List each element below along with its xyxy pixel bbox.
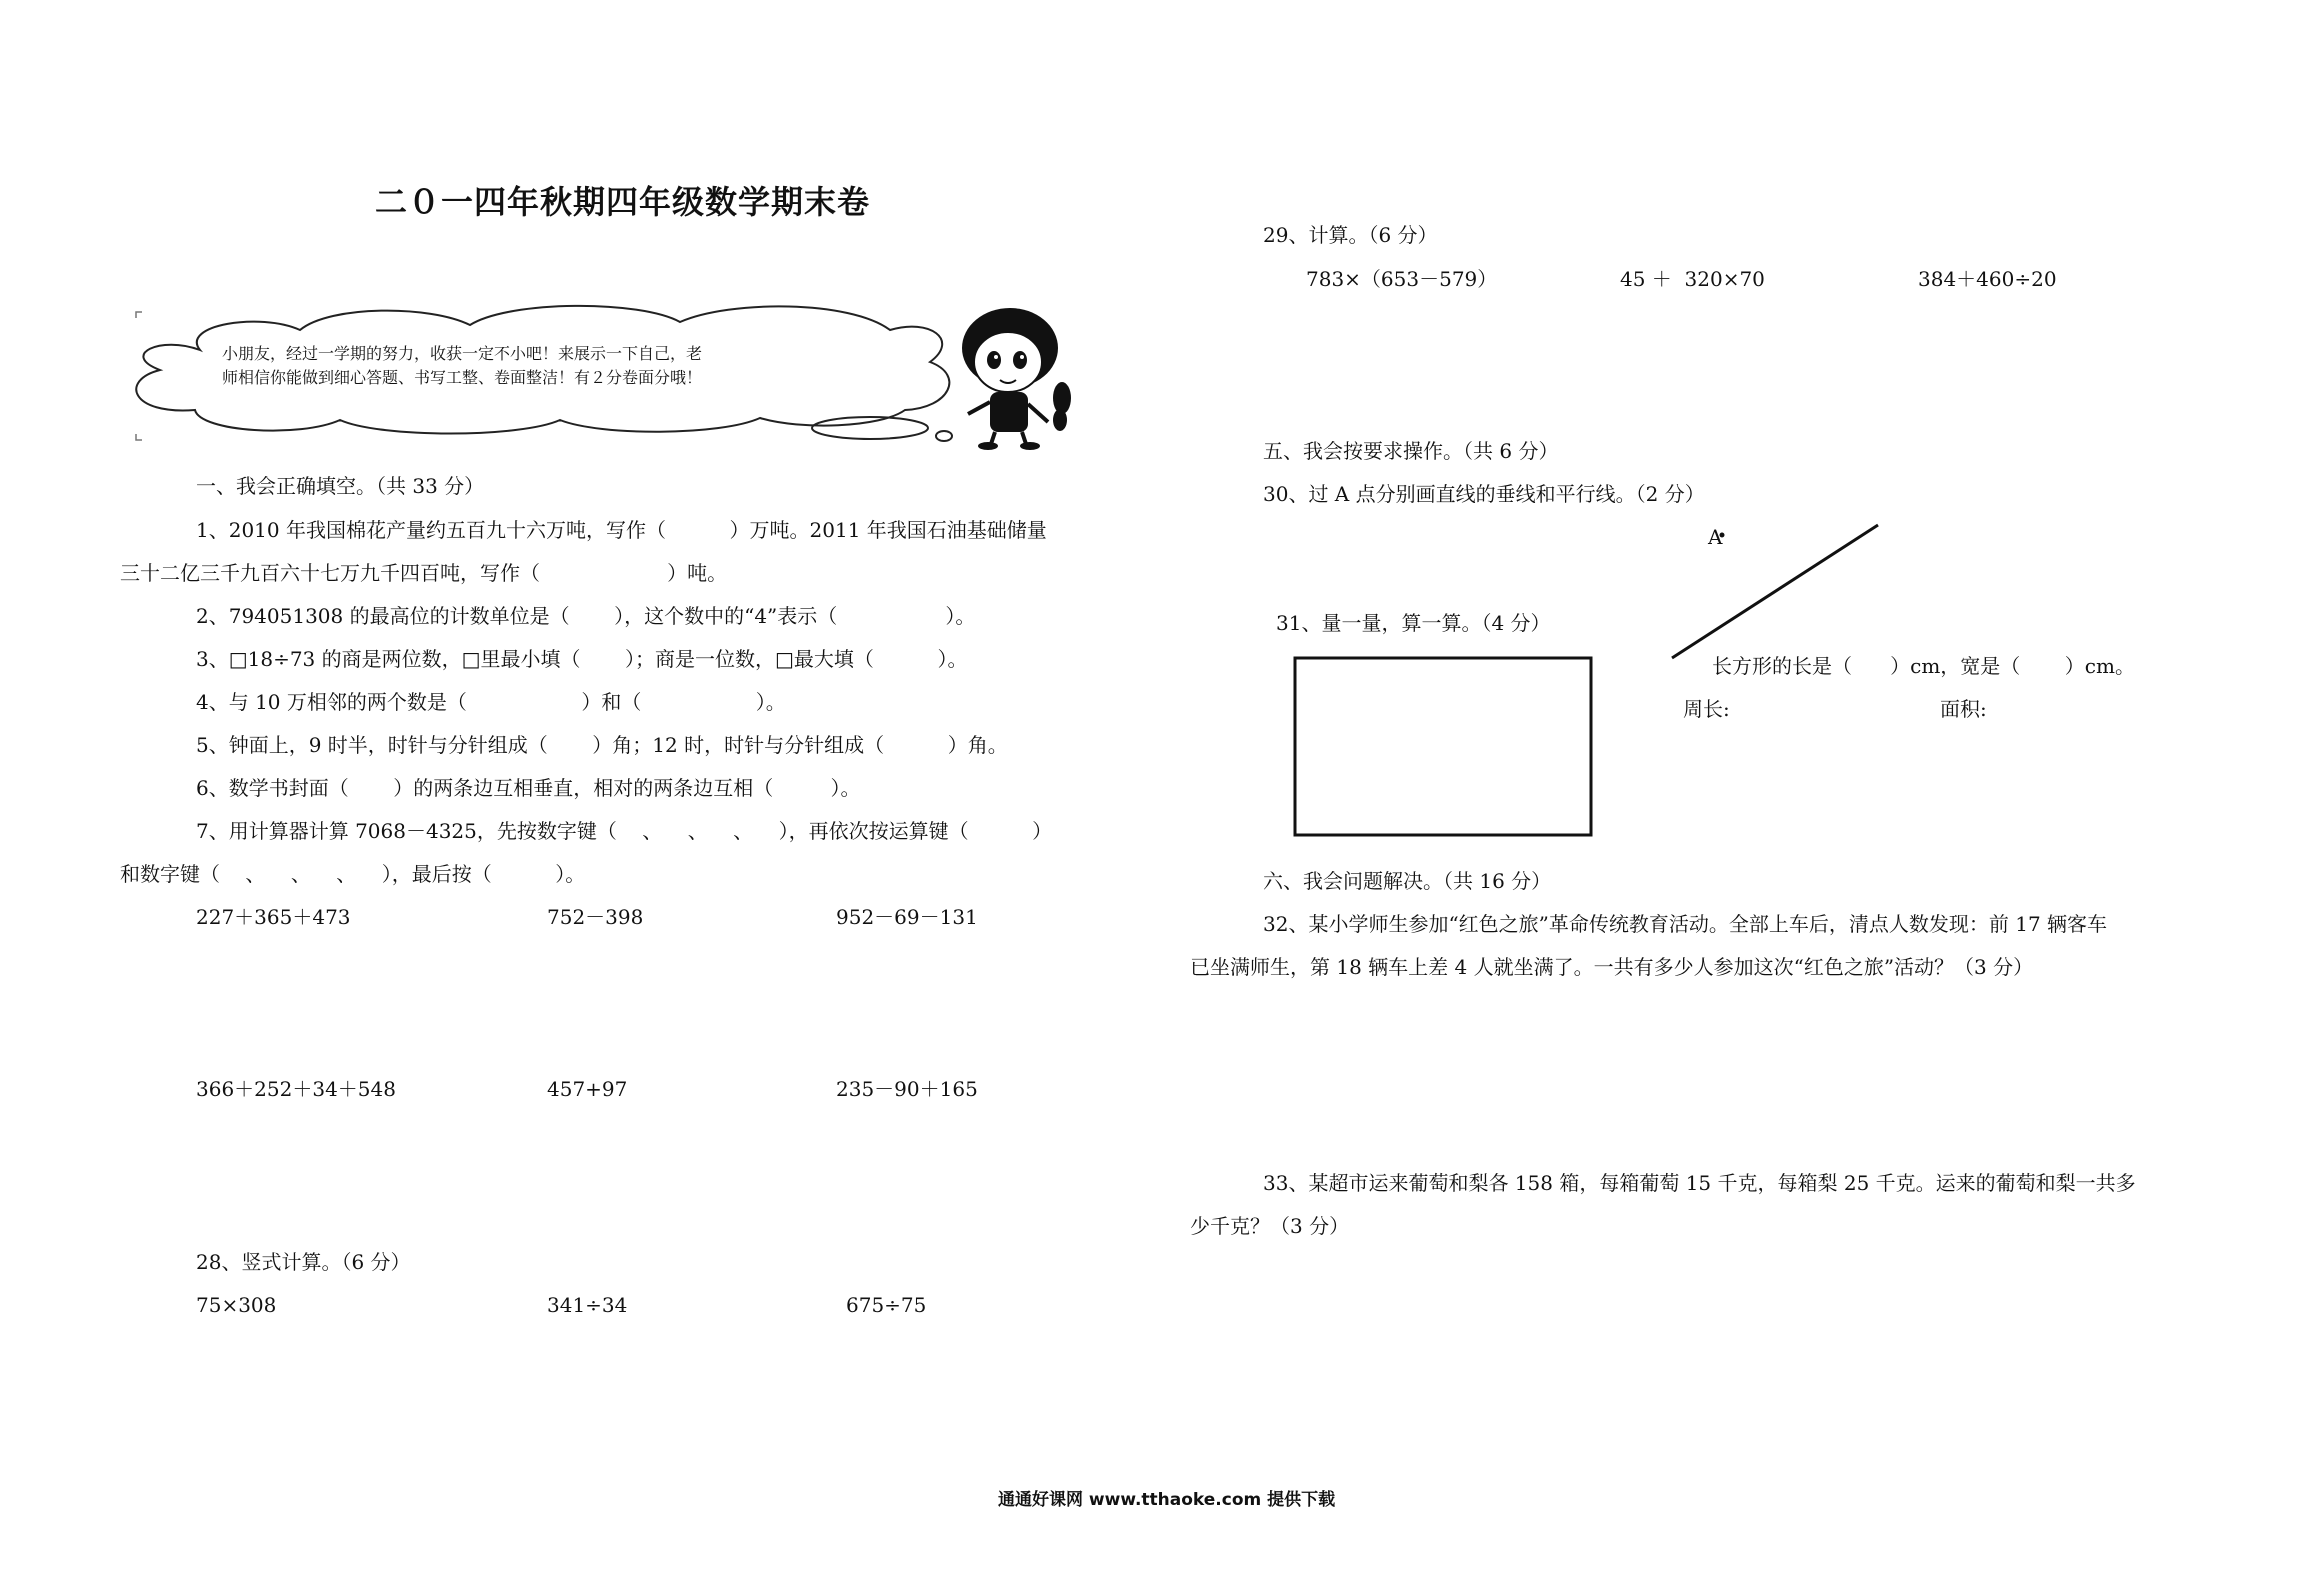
calc-item: 952－69－131: [836, 905, 978, 929]
cloud-tail-dot: [936, 431, 952, 441]
given-line: [1672, 525, 1878, 658]
question-33-line1: 33、某超市运来葡萄和梨各 158 箱，每箱葡萄 15 千克，每箱梨 25 千克。运来的葡萄和梨一共多: [1263, 1171, 2136, 1195]
question-3: 3、□18÷73 的商是两位数，□里最小填（ ）；商是一位数，□最大填（ ）。: [196, 647, 968, 671]
calc-item: 45 ＋ 320×70: [1620, 267, 1765, 291]
calc-item: 384＋460÷20: [1918, 267, 2057, 291]
cloud-tail-bubble: [812, 417, 928, 439]
vertical-calc-item: 341÷34: [547, 1293, 628, 1317]
question-7-line2: 和数字键（ 、 、 、 ），最后按（ ）。: [120, 862, 586, 886]
question-1-line1: 1、2010 年我国棉花产量约五百九十六万吨，写作（ ）万吨。2011 年我国石油基础储量: [196, 518, 1047, 542]
question-6: 6、数学书封面（ ）的两条边互相垂直，相对的两条边互相（ ）。: [196, 776, 861, 800]
calc-item: 783×（653－579）: [1306, 267, 1498, 291]
measure-rectangle: [1295, 658, 1591, 835]
question-31-perimeter: 周长:: [1683, 697, 1730, 721]
vertical-calc-item: 675÷75: [846, 1293, 927, 1317]
question-30: 30、过 A 点分别画直线的垂线和平行线。（2 分）: [1263, 482, 1705, 506]
question-32-line2: 已坐满师生，第 18 辆车上差 4 人就坐满了。一共有多少人参加这次“红色之旅”活动？（3 分）: [1190, 955, 2034, 979]
question-31-heading: 31、量一量，算一算。（4 分）: [1276, 611, 1551, 635]
question-2: 2、794051308 的最高位的计数单位是（ ），这个数中的“4”表示（ ）。: [196, 604, 976, 628]
cloud-text-line1: 小朋友，经过一学期的努力，收获一定不小吧！来展示一下自己，老: [222, 344, 703, 363]
question-7-line1: 7、用计算器计算 7068－4325，先按数字键（ 、 、 、 ），再依次按运算键（ ）: [196, 819, 1053, 843]
calc-item: 752－398: [547, 905, 644, 929]
section-5-heading: 五、我会按要求操作。（共 6 分）: [1263, 439, 1559, 463]
corner-mark-icon: [136, 312, 142, 318]
question-33-line2: 少千克？（3 分）: [1190, 1214, 1350, 1238]
question-29-heading: 29、计算。（6 分）: [1263, 223, 1438, 247]
section-1-heading: 一、我会正确填空。（共 33 分）: [196, 474, 485, 498]
page-title: 二０一四年秋期四年级数学期末卷: [375, 183, 871, 221]
point-a-label: A: [1708, 525, 1723, 549]
section-6-heading: 六、我会问题解决。（共 16 分）: [1263, 869, 1552, 893]
question-4: 4、与 10 万相邻的两个数是（ ）和（ ）。: [196, 690, 786, 714]
calc-item: 235－90＋165: [836, 1077, 978, 1101]
corner-mark-icon: [136, 434, 142, 440]
question-31-length-width: 长方形的长是（ ）cm，宽是（ ）cm。: [1712, 654, 2135, 678]
question-5: 5、钟面上，9 时半，时针与分针组成（ ）角；12 时，时针与分针组成（ ）角。: [196, 733, 1008, 757]
calc-item: 457+97: [547, 1077, 628, 1101]
question-32-line1: 32、某小学师生参加“红色之旅”革命传统教育活动。全部上车后，清点人数发现：前 17 辆客车: [1263, 912, 2108, 936]
calc-item: 227＋365＋473: [196, 905, 351, 929]
question-1-line2: 三十二亿三千九百六十七万九千四百吨，写作（ ）吨。: [120, 561, 728, 585]
footer-credit: 通通好课网 www.tthaoke.com 提供下载: [998, 1490, 1336, 1510]
question-28-heading: 28、竖式计算。（6 分）: [196, 1250, 411, 1274]
cloud-text-line2: 师相信你能做到细心答题、书写工整、卷面整洁！有２分卷面分哦！: [222, 368, 703, 387]
vertical-calc-item: 75×308: [196, 1293, 277, 1317]
question-31-area: 面积:: [1940, 697, 1987, 721]
cartoon-child-icon: [962, 308, 1071, 450]
calc-item: 366＋252＋34＋548: [196, 1077, 396, 1101]
